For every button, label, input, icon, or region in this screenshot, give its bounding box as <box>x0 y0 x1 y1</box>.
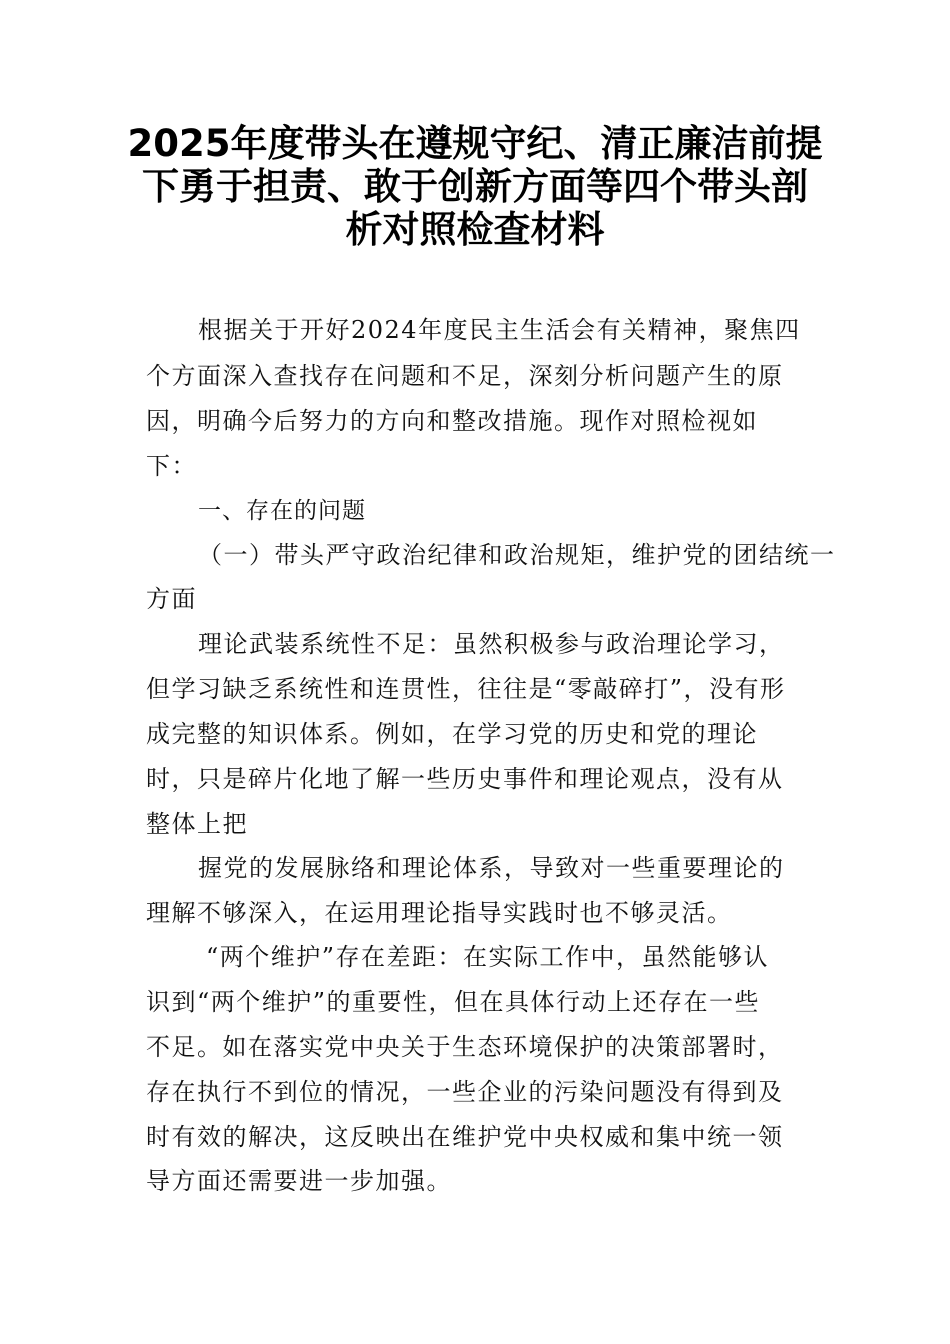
title-line: 2025年度带头在遵规守纪、清正廉洁前提 <box>127 122 823 165</box>
paragraph-line: “两个维护”存在差距：在实际工作中，虽然能够认 <box>206 943 770 971</box>
paragraph-line: 成完整的知识体系。例如，在学习党的历史和党的理论 <box>146 720 758 748</box>
subsection-line: （一）带头严守政治纪律和政治规矩，维护党的团结统一 <box>198 541 836 569</box>
intro-line: 下： <box>146 452 197 480</box>
paragraph-line: 存在执行不到位的情况，一些企业的污染问题没有得到及 <box>146 1078 784 1106</box>
paragraph-line: 导方面还需要进一步加强。 <box>146 1167 452 1195</box>
paragraph-line: 不足。如在落实党中央关于生态环境保护的决策部署时， <box>146 1033 784 1061</box>
paragraph-line: 整体上把 <box>146 810 248 838</box>
subsection-line: 方面 <box>146 585 197 613</box>
document-title <box>120 122 830 251</box>
paragraph-line: 理论武装系统性不足：虽然积极参与政治理论学习， <box>198 630 785 658</box>
paragraph-line: 时，只是碎片化地了解一些历史事件和理论观点，没有从 <box>146 765 784 793</box>
title-line: 下勇于担责、敢于创新方面等四个带头剖 <box>142 165 808 208</box>
paragraph-line: 时有效的解决，这反映出在维护党中央权威和集中统一领 <box>146 1123 784 1151</box>
intro-line: 因，明确今后努力的方向和整改措施。现作对照检视如 <box>146 407 758 435</box>
intro-line: 根据关于开好2024年度民主生活会有关精神，聚焦四 <box>198 316 801 344</box>
title-line: 析对照检查材料 <box>345 208 605 251</box>
paragraph-line: 握党的发展脉络和理论体系，导致对一些重要理论的 <box>198 854 785 882</box>
intro-line: 个方面深入查找存在问题和不足，深刻分析问题产生的原 <box>146 362 784 390</box>
section-heading: 一、存在的问题 <box>198 498 366 524</box>
paragraph-line: 理解不够深入，在运用理论指导实践时也不够灵活。 <box>146 899 733 927</box>
paragraph-line: 但学习缺乏系统性和连贯性，往往是“零敲碎打”，没有形 <box>146 675 786 703</box>
paragraph-line: 识到“两个维护”的重要性，但在具体行动上还存在一些 <box>146 988 761 1016</box>
